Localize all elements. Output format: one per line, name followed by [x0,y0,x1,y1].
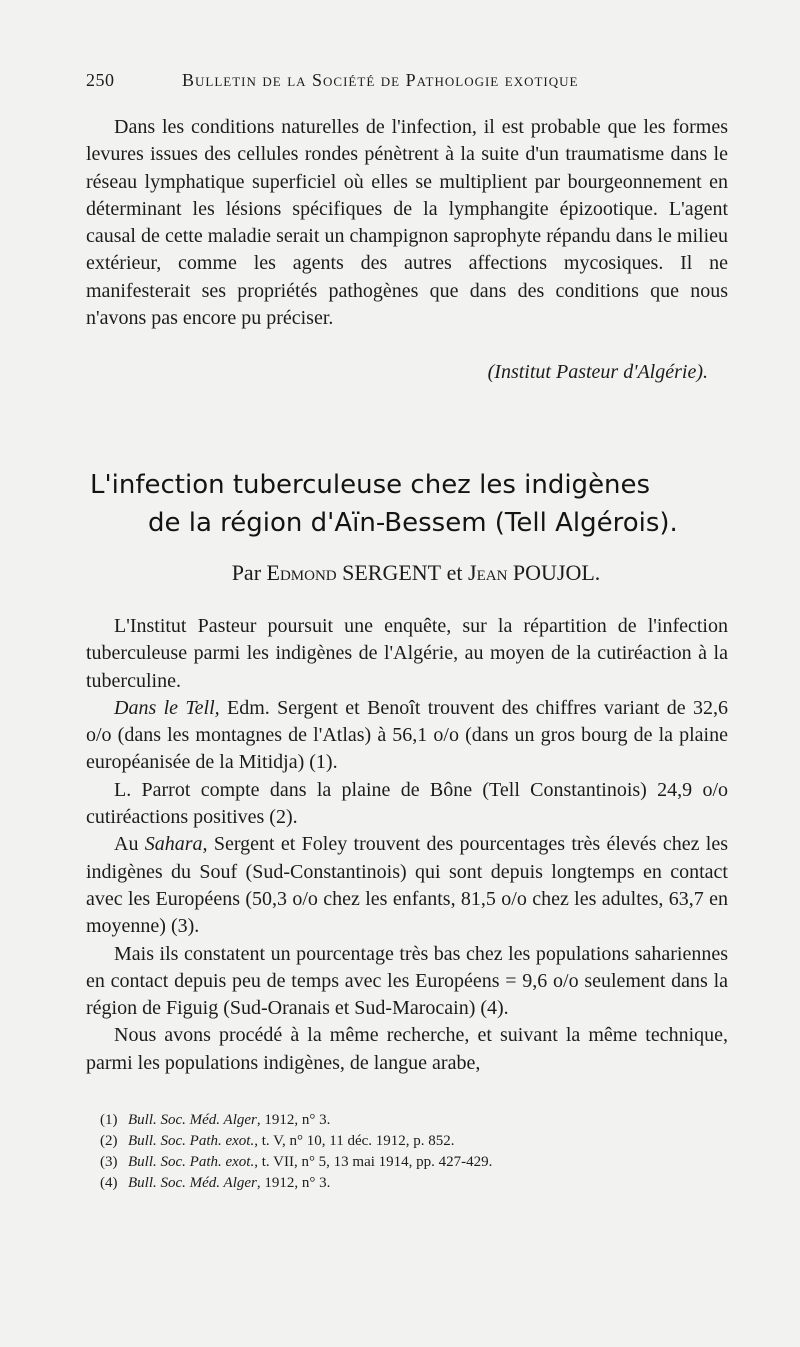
byline-conjunction: et [446,560,463,585]
author-1: Edmond SERGENT [266,560,442,585]
paragraph: Dans les conditions naturelles de l'infection, il est probable que les formes levures issues des cellules rondes pénètrent à la suite d'un traumatisme dans le réseau lymphatique superficiel où elles se multiplient par bourgeonnement en déterminant les lésions spécifiques de la lymphangite épizootique. L'agent causal de cette maladie serait un champignon saprophyte répandu dans le milieu extérieur, comme les agents des autres affections mycosiques. Il ne manifesterait ses propriétés pathogènes que dans des conditions que nous n'avons pas encore pu préciser. [86,116,728,330]
institution-signature: (Institut Pasteur d'Algérie). [487,361,708,383]
article-title-line-1: L'infection tuberculeuse chez les indigènes [90,470,651,500]
footnote: (2) Bull. Soc. Path. exot., t. V, n° 10, 11 déc. 1912, p. 852. [100,1133,455,1149]
byline-prefix: Par [231,560,262,585]
paragraph-4: Au Sahara, Sergent et Foley trouvent des pourcentages très élevés chez les indigènes du Souf (Sud-Constantinois) qui sont depuis longtemps en contact avec les Européens (50,3 o/o chez les enfants, 81,5 o/o chez les adultes, 63,7 en moyenne) (3). [86,833,728,938]
previous-article-conclusion [86,114,728,332]
author-2: Jean POUJOL. [468,560,601,585]
paragraph-6: Nous avons procédé à la même recherche, et suivant la même technique, parmi les populations indigènes, de langue arabe, [86,1024,728,1074]
journal-title: Bulletin de la Société de Pathologie exotique [182,70,579,90]
footnotes [100,1110,740,1194]
footnote: (3) Bull. Soc. Path. exot., t. VII, n° 5, 13 mai 1914, pp. 427-429. [100,1154,493,1170]
paragraph-2: Dans le Tell, Edm. Sergent et Benoît trouvent des chiffres variant de 32,6 o/o (dans les montagnes de l'Atlas) à 56,1 o/o (dans un gros bourg de la plaine européanisée de la Mitidja) (1). [86,696,729,774]
paragraph-5: Mais ils constatent un pourcentage très bas chez les populations sahariennes en contact depuis peu de temps avec les Européens = 9,6 o/o seulement dans la région de Figuig (Sud-Oranais et Sud-Marocain) (4). [86,942,728,1020]
running-header [86,70,726,100]
paragraph-3: L. Parrot compte dans la plaine de Bône (Tell Constantinois) 24,9 o/o cutiréactions positives (2). [86,778,728,829]
byline [86,560,746,586]
footnote: (1) Bull. Soc. Méd. Alger, 1912, n° 3. [100,1112,331,1128]
footnote: (4) Bull. Soc. Méd. Alger, 1912, n° 3. [100,1175,331,1191]
article-title [86,466,746,542]
paragraph-1: L'Institut Pasteur poursuit une enquête, sur la répartition de l'infection tuberculeuse parmi les indigènes de l'Algérie, au moyen de la cutiréaction à la tuberculine. [86,615,728,692]
article-body [86,613,728,1077]
article-title-line-2: de la région d'Aïn-Bessem (Tell Algérois). [148,508,678,538]
page-number: 250 [86,70,115,90]
